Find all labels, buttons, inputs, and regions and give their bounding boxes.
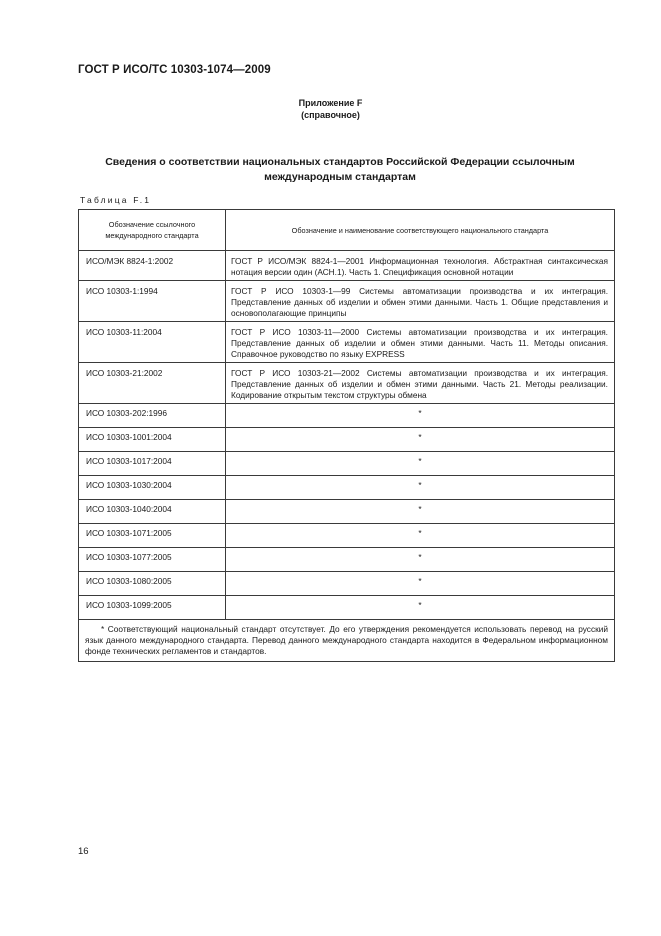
- national-standard-cell: *: [226, 500, 615, 524]
- table-row: [79, 452, 615, 476]
- table-row: [79, 363, 615, 404]
- table-row: [79, 404, 615, 428]
- reference-standard-cell: ИСО 10303-1071:2005: [79, 524, 226, 548]
- national-standard-cell: ГОСТ Р ИСО 10303-21—2002 Системы автоматизации производства и их интеграция. Представление данных об изделии и обмен этими данными. Часть 21. Методы реализации. Кодирование открытым текстом структуры обмена: [226, 363, 615, 404]
- national-standard-cell: ГОСТ Р ИСО 10303-1—99 Системы автоматизации производства и их интеграция. Представление данных об изделии и обмен этими данными. Часть 1. Общие представления и основополагающие принципы: [226, 281, 615, 322]
- reference-standard-cell: ИСО 10303-1040:2004: [79, 500, 226, 524]
- national-standard-cell: *: [226, 572, 615, 596]
- reference-standard-cell: ИСО 10303-1017:2004: [79, 452, 226, 476]
- reference-standard-cell: ИСО 10303-1099:2005: [79, 596, 226, 620]
- header-national-standard: Обозначение и наименование соответствующего национального стандарта: [226, 210, 615, 251]
- header-col1-line-1: Обозначение ссылочного: [108, 220, 196, 229]
- national-standard-cell: *: [226, 524, 615, 548]
- table-footnote-cell: [79, 620, 615, 662]
- national-standard-cell: *: [226, 476, 615, 500]
- table-row: [79, 322, 615, 363]
- table-row: [79, 428, 615, 452]
- header-reference-standard: [79, 210, 226, 251]
- national-standard-cell: ГОСТ Р ИСО/МЭК 8824-1—2001 Информационная технология. Абстрактная синтаксическая нотация версии один (АСН.1). Часть 1. Спецификация основной нотации: [226, 251, 615, 281]
- table-row: [79, 251, 615, 281]
- table-footnote-row: [79, 620, 615, 662]
- document-header: ГОСТ Р ИСО/ТС 10303-1074—2009: [78, 64, 271, 76]
- reference-standard-cell: ИСО 10303-1001:2004: [79, 428, 226, 452]
- table-row: [79, 524, 615, 548]
- table-row: [79, 281, 615, 322]
- reference-standard-cell: ИСО 10303-21:2002: [79, 363, 226, 404]
- national-standard-cell: *: [226, 428, 615, 452]
- table-row: [79, 596, 615, 620]
- annex-heading: [0, 97, 661, 121]
- correspondence-table: [78, 209, 615, 662]
- annex-title: Приложение F: [298, 98, 363, 108]
- section-title-line-2: международным стандартам: [264, 170, 416, 183]
- reference-standard-cell: ИСО 10303-1:1994: [79, 281, 226, 322]
- reference-standard-cell: ИСО 10303-11:2004: [79, 322, 226, 363]
- national-standard-cell: *: [226, 404, 615, 428]
- annex-status: (справочное): [301, 110, 360, 120]
- table-row: [79, 572, 615, 596]
- table-row: [79, 500, 615, 524]
- table-row: [79, 476, 615, 500]
- reference-standard-cell: ИСО 10303-1030:2004: [79, 476, 226, 500]
- table-header-row: [79, 210, 615, 251]
- national-standard-cell: ГОСТ Р ИСО 10303-11—2000 Системы автоматизации производства и их интеграция. Представление данных об изделии и обмен этими данными. Часть 11. Методы описания. Справочное руководство по языку EXPRESS: [226, 322, 615, 363]
- national-standard-cell: *: [226, 596, 615, 620]
- section-title: [60, 155, 620, 184]
- national-standard-cell: *: [226, 548, 615, 572]
- table-row: [79, 548, 615, 572]
- section-title-line-1: Сведения о соответствии национальных стандартов Российской Федерации ссылочным: [105, 156, 575, 168]
- reference-standard-cell: ИСО 10303-202:1996: [79, 404, 226, 428]
- national-standard-cell: *: [226, 452, 615, 476]
- table-label: Таблица F.1: [80, 195, 152, 205]
- reference-standard-cell: ИСО 10303-1080:2005: [79, 572, 226, 596]
- header-col1-line-2: международного стандарта: [105, 231, 199, 240]
- table-footnote: * Соответствующий национальный стандарт отсутствует. До его утверждения рекомендуется использовать перевод на русский язык данного международного стандарта. Перевод данного международного стандарта находится в Федеральном информационном фонде технических регламентов и стандартов.: [85, 624, 608, 656]
- page-number: 16: [78, 846, 89, 857]
- reference-standard-cell: ИСО/МЭК 8824-1:2002: [79, 251, 226, 281]
- reference-standard-cell: ИСО 10303-1077:2005: [79, 548, 226, 572]
